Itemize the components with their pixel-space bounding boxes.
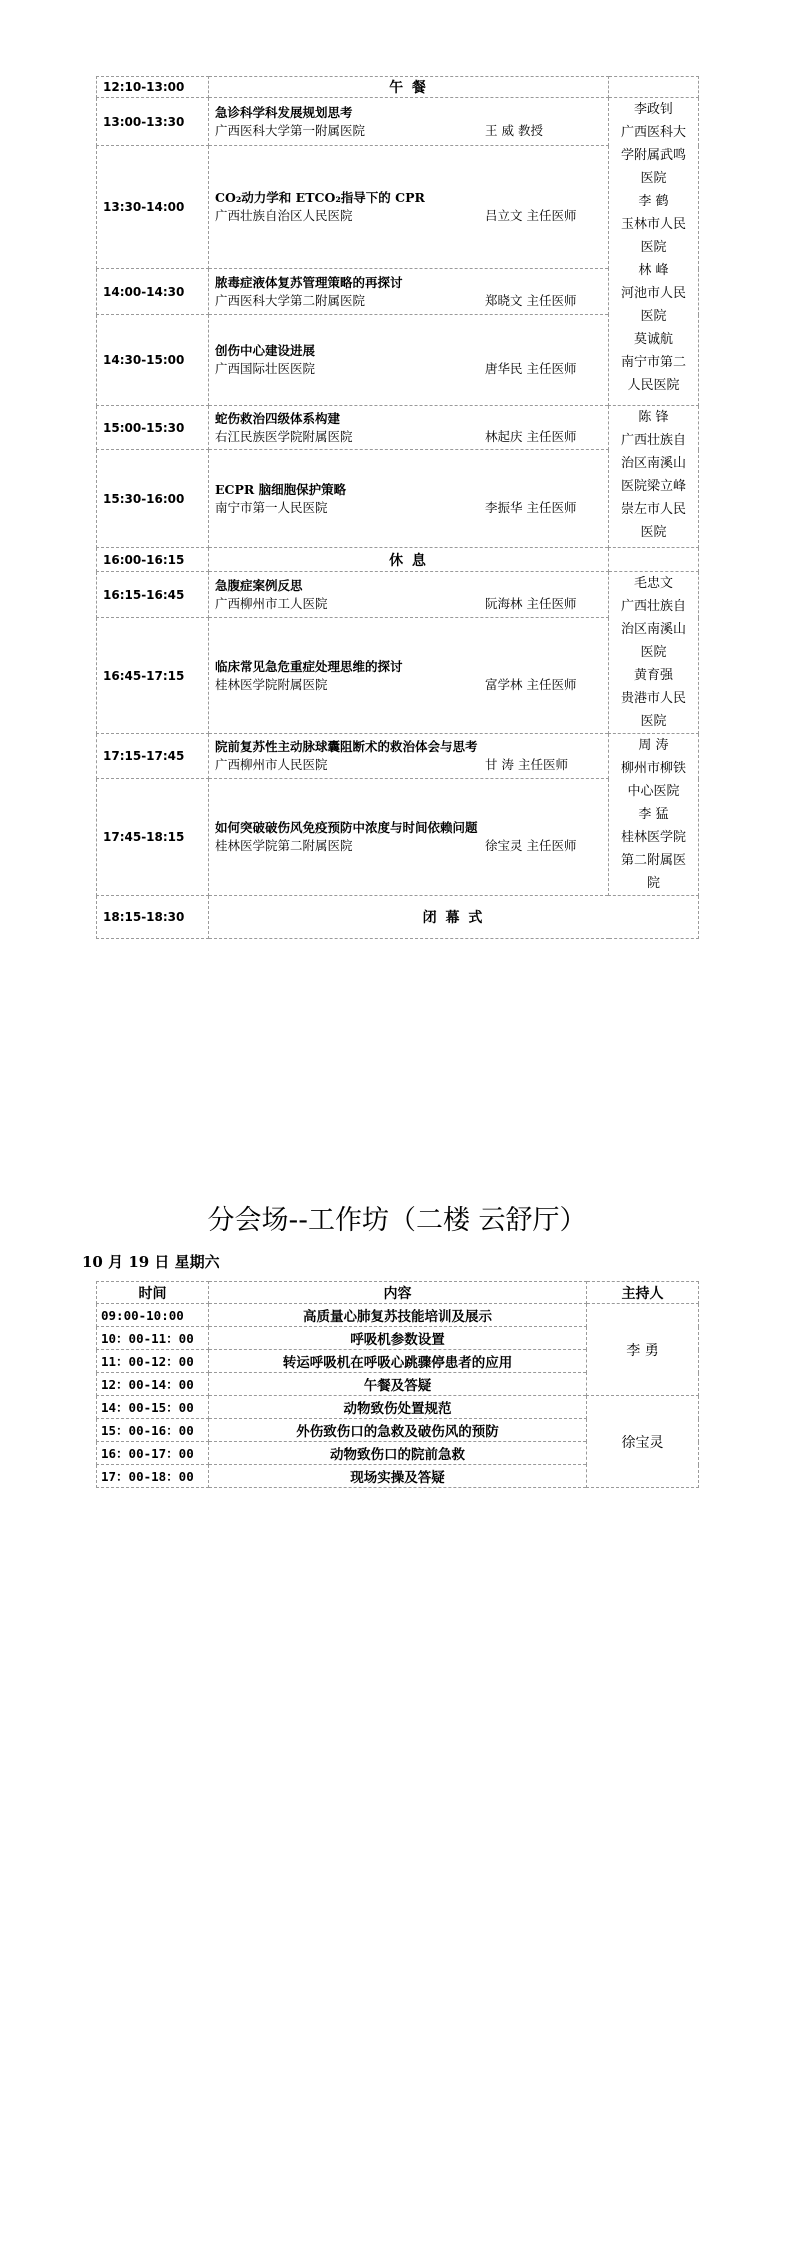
- host-line: 学附属武鸣: [620, 148, 686, 163]
- institution: 桂林医学院附属医院: [215, 676, 328, 692]
- talk-title: 院前复苏性主动脉球囊阻断术的救治体会与思考: [215, 739, 478, 755]
- host-line: 桂林医学院: [620, 830, 686, 845]
- closing-title: 闭 幕 式: [209, 896, 699, 939]
- speaker: 林起庆 主任医师: [485, 428, 577, 444]
- host-line: 中心医院: [627, 784, 680, 799]
- host-line: 医院: [640, 240, 667, 255]
- speaker: 郑晓文 主任医师: [485, 292, 577, 308]
- host-cell: 李 勇: [587, 1304, 699, 1396]
- host-line: 毛忠文: [633, 576, 673, 591]
- talk-title: 蛇伤救治四级体系构建: [215, 410, 341, 426]
- content-cell: 午餐及答疑: [209, 1373, 587, 1396]
- institution: 广西医科大学第一附属医院: [215, 122, 366, 138]
- content-cell: 呼吸机参数设置: [209, 1327, 587, 1350]
- session-content: [209, 315, 609, 406]
- hosts-cell: [609, 734, 699, 896]
- schedule-row: [97, 315, 699, 406]
- content-cell: 外伤致伤口的急救及破伤风的预防: [209, 1419, 587, 1442]
- host-line: 人民医院: [627, 378, 680, 393]
- host-cell: 徐宝灵: [587, 1396, 699, 1488]
- host-line: 黄育强: [633, 668, 673, 683]
- schedule-row: [97, 146, 699, 269]
- session-content: [209, 572, 609, 618]
- host-line: 柳州市柳铁: [620, 761, 686, 776]
- session-content: [209, 618, 609, 734]
- time-cell: 15:30-16:00: [97, 450, 209, 548]
- break-title: 午 餐: [209, 77, 609, 98]
- table-row: [97, 1304, 699, 1327]
- host-line: 李 鹤: [638, 194, 669, 209]
- hosts-cell: [609, 406, 699, 548]
- host-line: 治区南溪山: [620, 622, 686, 637]
- header-time: 时间: [97, 1282, 209, 1304]
- institution: 桂林医学院第二附属医院: [215, 838, 353, 854]
- schedule-row: [97, 572, 699, 618]
- institution: 广西医科大学第二附属医院: [215, 292, 366, 308]
- host-line: 广西壮族自: [620, 433, 686, 448]
- table-header: [97, 1282, 699, 1304]
- content-cell: 高质量心肺复苏技能培训及展示: [209, 1304, 587, 1327]
- host-line: 医院: [640, 714, 667, 729]
- time-cell: 12：00-14：00: [97, 1373, 209, 1396]
- host-line: 广西壮族自: [620, 599, 686, 614]
- schedule-row: [97, 618, 699, 734]
- talk-title: 创伤中心建设进展: [215, 343, 316, 358]
- schedule-row: [97, 779, 699, 896]
- host-line: 莫诚航: [633, 332, 673, 347]
- time-cell: 15:00-15:30: [97, 406, 209, 450]
- talk-title: 临床常见急危重症处理思维的探讨: [215, 658, 403, 674]
- talk-title: 急诊科学科发展规划思考: [215, 104, 353, 120]
- host-cell-empty: [609, 77, 699, 98]
- session-content: [209, 146, 609, 269]
- session-date: 10 月 19 日 星期六: [82, 1253, 220, 1271]
- host-line: 第二附属医: [620, 853, 686, 868]
- time-cell: 16：00-17：00: [97, 1442, 209, 1465]
- schedule-row: [97, 548, 699, 572]
- time-cell: 16:45-17:15: [97, 618, 209, 734]
- host-line: 崇左市人民: [620, 502, 686, 517]
- speaker: 王 威 教授: [485, 122, 543, 138]
- time-cell: 13:30-14:00: [97, 146, 209, 269]
- session-content: [209, 450, 609, 548]
- host-line: 治区南溪山: [620, 456, 686, 471]
- talk-title: 脓毒症液体复苏管理策略的再探讨: [215, 274, 403, 290]
- host-line: 李 猛: [638, 807, 669, 822]
- host-line: 贵港市人民: [620, 691, 686, 706]
- break-title: 休 息: [209, 548, 609, 572]
- session-content: [209, 734, 609, 779]
- host-line: 医院梁立峰: [620, 479, 686, 494]
- speaker: 徐宝灵 主任医师: [485, 838, 577, 854]
- institution: 广西柳州市人民医院: [215, 757, 328, 773]
- hosts-cell: [609, 572, 699, 734]
- schedule-row: [97, 77, 699, 98]
- host-line: 医院: [640, 525, 667, 540]
- content-cell: 动物致伤口的院前急救: [209, 1442, 587, 1465]
- session-content: [209, 269, 609, 315]
- speaker: 李振华 主任医师: [485, 499, 577, 515]
- host-cell-empty: [609, 548, 699, 572]
- speaker: 唐华民 主任医师: [485, 361, 577, 376]
- host-line: 院: [646, 876, 660, 891]
- talk-title: ECPR 脑细胞保护策略: [215, 481, 347, 497]
- time-cell: 11：00-12：00: [97, 1350, 209, 1373]
- schedule-row: [97, 269, 699, 315]
- schedule-row: [97, 734, 699, 779]
- time-cell: 17：00-18：00: [97, 1465, 209, 1488]
- schedule-table: [96, 76, 699, 939]
- content-cell: 动物致伤处置规范: [209, 1396, 587, 1419]
- host-line: 陈 锋: [638, 410, 669, 425]
- header-content: 内容: [209, 1282, 587, 1304]
- schedule-row: [97, 896, 699, 939]
- time-cell: 17:45-18:15: [97, 779, 209, 896]
- time-cell: 16:15-16:45: [97, 572, 209, 618]
- speaker: 富学林 主任医师: [485, 676, 577, 692]
- institution: 广西柳州市工人医院: [215, 595, 328, 611]
- institution: 右江民族医学院附属医院: [215, 428, 353, 444]
- host-line: 林 峰: [638, 263, 669, 278]
- talk-title: 急腹症案例反思: [215, 577, 303, 593]
- talk-title: 如何突破破伤风免疫预防中浓度与时间依赖问题: [215, 820, 478, 836]
- time-cell: 12:10-13:00: [97, 77, 209, 98]
- section-title: 分会场--工作坊（二楼 云舒厅）: [207, 1205, 587, 1236]
- time-cell: 10：00-11：00: [97, 1327, 209, 1350]
- time-cell: 16:00-16:15: [97, 548, 209, 572]
- institution: 南宁市第一人民医院: [215, 499, 328, 515]
- institution: 广西壮族自治区人民医院: [215, 208, 353, 223]
- content-cell: 转运呼吸机在呼吸心跳骤停患者的应用: [209, 1350, 587, 1373]
- host-line: 广西医科大: [620, 125, 686, 140]
- hosts-cell: [609, 98, 699, 406]
- content-cell: 现场实操及答疑: [209, 1465, 587, 1488]
- time-cell: 15：00-16：00: [97, 1419, 209, 1442]
- time-cell: 09:00-10:00: [97, 1304, 209, 1327]
- time-cell: 14:30-15:00: [97, 315, 209, 406]
- session-content: [209, 779, 609, 896]
- time-cell: 14：00-15：00: [97, 1396, 209, 1419]
- table-row: [97, 1396, 699, 1419]
- schedule-row: [97, 406, 699, 450]
- session-content: [209, 406, 609, 450]
- host-line: 医院: [640, 171, 667, 186]
- session-content: [209, 98, 609, 146]
- schedule-row: [97, 450, 699, 548]
- host-line: 河池市人民: [620, 286, 686, 301]
- speaker: 阮海林 主任医师: [485, 595, 577, 611]
- schedule-row: [97, 98, 699, 146]
- host-line: 医院: [640, 645, 667, 660]
- host-line: 李政钊: [633, 102, 673, 117]
- time-cell: 17:15-17:45: [97, 734, 209, 779]
- header-host: 主持人: [587, 1282, 699, 1304]
- workshop-table: [96, 1281, 699, 1488]
- time-cell: 18:15-18:30: [97, 896, 209, 939]
- host-line: 玉林市人民: [620, 217, 686, 232]
- host-line: 南宁市第二: [620, 355, 686, 370]
- time-cell: 13:00-13:30: [97, 98, 209, 146]
- time-cell: 14:00-14:30: [97, 269, 209, 315]
- speaker: 吕立文 主任医师: [485, 208, 577, 223]
- host-line: 周 涛: [638, 738, 669, 753]
- host-line: 医院: [640, 309, 667, 324]
- talk-title: CO₂动力学和 ETCO₂指导下的 CPR: [215, 190, 425, 205]
- speaker: 甘 涛 主任医师: [485, 757, 568, 773]
- institution: 广西国际壮医医院: [215, 361, 316, 376]
